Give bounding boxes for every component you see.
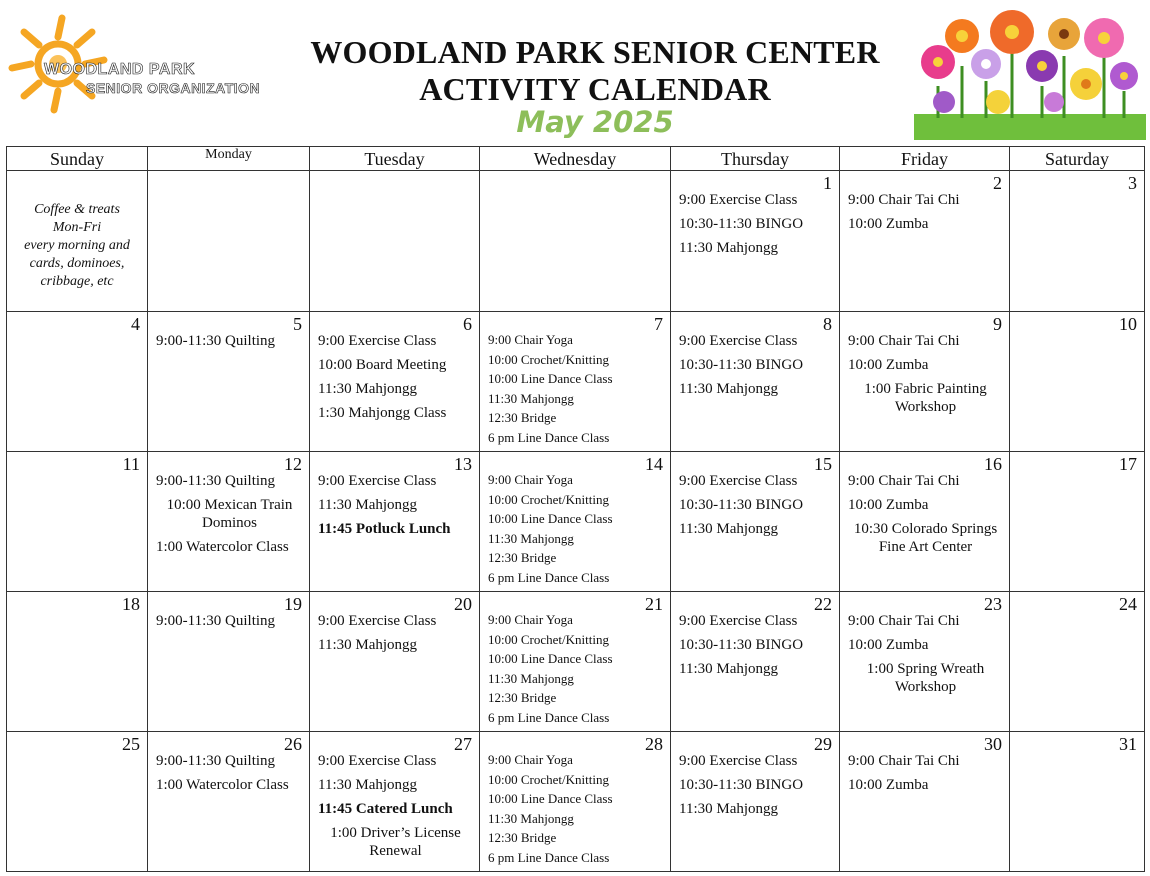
event-item: 11:30 Mahjongg (679, 801, 779, 817)
event-item: 11:30 Mahjongg (488, 530, 574, 546)
event-item: 10:30-11:30 BINGO (679, 357, 804, 373)
day-number: 24 (1119, 594, 1137, 614)
day-cell (840, 171, 1010, 312)
day-cell (671, 452, 840, 592)
header-thursday: Thursday (671, 147, 840, 171)
month-heading: May 2025 (516, 105, 674, 139)
day-cell (1010, 732, 1145, 872)
day-number: 9 (993, 314, 1002, 334)
event-item: 10:00 Board Meeting (318, 357, 447, 373)
weekday-header-row (7, 147, 1145, 171)
event-list (679, 191, 833, 263)
event-list (848, 612, 1003, 702)
event-item: 1:00 Driver’s License Renewal (330, 825, 461, 859)
event-item: 9:00 Exercise Class (679, 753, 798, 769)
event-item: 11:30 Mahjongg (488, 670, 574, 686)
day-cell (671, 312, 840, 452)
event-list (318, 332, 473, 428)
event-item: 12:30 Bridge (488, 830, 557, 845)
event-list (848, 752, 1003, 800)
calendar-grid (6, 146, 1145, 872)
event-item: 11:30 Mahjongg (488, 390, 574, 406)
event-item: 11:30 Mahjongg (318, 637, 418, 653)
svg-text:WOODLAND PARK: WOODLAND PARK (44, 61, 196, 78)
day-number: 7 (654, 314, 663, 334)
day-number: 2 (993, 173, 1002, 193)
sun-logo-icon (6, 14, 278, 118)
title-line-2: ACTIVITY CALENDAR (419, 71, 771, 107)
day-number: 30 (984, 734, 1002, 754)
event-list (156, 332, 303, 356)
event-item: 11:45 Potluck Lunch (318, 521, 451, 537)
event-item: 11:30 Mahjongg (318, 381, 418, 397)
day-cell (148, 592, 310, 732)
event-list (318, 612, 473, 660)
empty-cell (310, 171, 480, 312)
day-number: 5 (293, 314, 302, 334)
empty-cell (7, 171, 148, 312)
week-row (7, 312, 1145, 452)
event-item: 9:00 Exercise Class (679, 192, 798, 208)
event-list (848, 191, 1003, 239)
event-list (848, 472, 1003, 562)
day-cell (480, 312, 671, 452)
day-cell (1010, 592, 1145, 732)
event-item: 10:30-11:30 BINGO (679, 777, 804, 793)
event-item: 9:00 Chair Tai Chi (848, 192, 960, 208)
event-item: 1:00 Watercolor Class (156, 539, 289, 555)
day-number: 19 (284, 594, 302, 614)
flowers-icon (914, 6, 1146, 140)
week-row (7, 171, 1145, 312)
day-cell (1010, 452, 1145, 592)
day-cell (480, 452, 671, 592)
event-item: 6 pm Line Dance Class (488, 849, 610, 865)
event-item: 1:30 Mahjongg Class (318, 405, 447, 421)
day-cell (310, 732, 480, 872)
event-item: 6 pm Line Dance Class (488, 429, 610, 445)
event-item: 10:30-11:30 BINGO (679, 497, 804, 513)
day-cell (1010, 312, 1145, 452)
org-logo (6, 14, 278, 118)
event-item: 9:00-11:30 Quilting (156, 753, 276, 769)
event-item: 9:00-11:30 Quilting (156, 473, 276, 489)
event-item: 10:00 Line Dance Class (488, 651, 613, 666)
day-cell (671, 732, 840, 872)
day-cell (310, 312, 480, 452)
event-item: 9:00 Chair Yoga (488, 612, 573, 627)
event-list (679, 332, 833, 404)
event-item: 10:30-11:30 BINGO (679, 637, 804, 653)
day-number: 15 (814, 454, 832, 474)
event-item: 1:00 Spring Wreath Workshop (866, 661, 985, 695)
day-number: 22 (814, 594, 832, 614)
day-number: 11 (122, 454, 140, 474)
day-cell (1010, 171, 1145, 312)
day-number: 27 (454, 734, 472, 754)
event-item: 10:00 Crochet/Knitting (488, 491, 609, 507)
day-number: 8 (823, 314, 832, 334)
day-cell (840, 312, 1010, 452)
event-item: 12:30 Bridge (488, 690, 557, 705)
event-item: 10:30-11:30 BINGO (679, 216, 804, 232)
week-row (7, 452, 1145, 592)
event-item: 9:00 Chair Yoga (488, 472, 573, 487)
event-item: 10:00 Line Dance Class (488, 511, 613, 526)
event-list (488, 752, 664, 869)
empty-cell (480, 171, 671, 312)
day-number: 10 (1119, 314, 1137, 334)
title-line-1: WOODLAND PARK SENIOR CENTER (310, 34, 880, 70)
event-list (318, 752, 473, 866)
header-saturday: Saturday (1010, 147, 1145, 171)
svg-text:SENIOR ORGANIZATION: SENIOR ORGANIZATION (86, 80, 261, 96)
event-list (679, 752, 833, 824)
event-item: 10:00 Zumba (848, 357, 929, 373)
event-item: 9:00 Chair Tai Chi (848, 333, 960, 349)
event-item: 11:30 Mahjongg (679, 381, 779, 397)
event-item: 9:00 Chair Tai Chi (848, 753, 960, 769)
event-item: 11:30 Mahjongg (318, 497, 418, 513)
event-item: 10:00 Crochet/Knitting (488, 351, 609, 367)
day-cell (480, 732, 671, 872)
day-cell (7, 732, 148, 872)
day-cell (148, 732, 310, 872)
event-item: 10:00 Crochet/Knitting (488, 631, 609, 647)
event-item: 10:30 Colorado Springs Fine Art Center (853, 521, 998, 555)
event-item: 9:00 Exercise Class (318, 333, 437, 349)
week-row (7, 592, 1145, 732)
day-number: 29 (814, 734, 832, 754)
day-cell (7, 312, 148, 452)
day-number: 23 (984, 594, 1002, 614)
header-monday: Monday (148, 147, 310, 171)
day-number: 1 (823, 173, 832, 193)
event-item: 9:00 Exercise Class (318, 473, 437, 489)
event-item: 11:30 Mahjongg (679, 521, 779, 537)
event-item: 1:00 Watercolor Class (156, 777, 289, 793)
event-item: 10:00 Zumba (848, 777, 929, 793)
header-sunday: Sunday (7, 147, 148, 171)
day-number: 20 (454, 594, 472, 614)
event-item: 10:00 Crochet/Knitting (488, 771, 609, 787)
day-number: 17 (1119, 454, 1137, 474)
event-item: 9:00 Chair Tai Chi (848, 473, 960, 489)
event-list (848, 332, 1003, 422)
calendar-note: Coffee & treats Mon-Fri every morning and cards, dominoes, cribbage, etc (24, 202, 130, 289)
event-list (488, 472, 664, 589)
empty-cell (148, 171, 310, 312)
day-number: 6 (463, 314, 472, 334)
event-item: 11:30 Mahjongg (679, 661, 779, 677)
event-item: 11:30 Mahjongg (679, 240, 779, 256)
event-item: 9:00-11:30 Quilting (156, 333, 276, 349)
header-wednesday: Wednesday (480, 147, 671, 171)
day-cell (840, 592, 1010, 732)
day-number: 25 (122, 734, 140, 754)
event-item: 1:00 Fabric Painting Workshop (864, 381, 987, 415)
event-item: 9:00 Exercise Class (318, 613, 437, 629)
day-cell (840, 732, 1010, 872)
page-title (290, 34, 900, 108)
day-number: 16 (984, 454, 1002, 474)
event-list (156, 612, 303, 636)
event-item: 10:00 Zumba (848, 637, 929, 653)
event-item: 10:00 Zumba (848, 497, 929, 513)
event-list (318, 472, 473, 544)
day-cell (840, 452, 1010, 592)
day-number: 4 (131, 314, 140, 334)
day-number: 26 (284, 734, 302, 754)
day-cell (480, 592, 671, 732)
event-item: 9:00 Chair Tai Chi (848, 613, 960, 629)
day-number: 13 (454, 454, 472, 474)
header-friday: Friday (840, 147, 1010, 171)
event-item: 9:00-11:30 Quilting (156, 613, 276, 629)
day-cell (310, 592, 480, 732)
event-item: 6 pm Line Dance Class (488, 709, 610, 725)
day-cell (671, 592, 840, 732)
event-list (488, 332, 664, 449)
day-number: 28 (645, 734, 663, 754)
day-cell (7, 452, 148, 592)
day-cell (148, 312, 310, 452)
event-item: 10:00 Line Dance Class (488, 371, 613, 386)
event-item: 9:00 Exercise Class (679, 613, 798, 629)
day-number: 3 (1128, 173, 1137, 193)
event-item: 10:00 Line Dance Class (488, 791, 613, 806)
event-list (156, 472, 303, 562)
week-row (7, 732, 1145, 872)
event-list (679, 472, 833, 544)
day-number: 21 (645, 594, 663, 614)
event-list (679, 612, 833, 684)
day-number: 18 (122, 594, 140, 614)
event-list (488, 612, 664, 729)
day-number: 14 (645, 454, 663, 474)
event-item: 9:00 Chair Yoga (488, 332, 573, 347)
event-item: 11:45 Catered Lunch (318, 801, 453, 817)
day-cell (671, 171, 840, 312)
day-number: 31 (1119, 734, 1137, 754)
event-item: 6 pm Line Dance Class (488, 569, 610, 585)
event-item: 11:30 Mahjongg (318, 777, 418, 793)
day-cell (310, 452, 480, 592)
event-item: 12:30 Bridge (488, 550, 557, 565)
event-item: 10:00 Mexican Train Dominos (166, 497, 293, 531)
header-tuesday: Tuesday (310, 147, 480, 171)
day-cell (7, 592, 148, 732)
event-item: 12:30 Bridge (488, 410, 557, 425)
event-list (156, 752, 303, 800)
event-item: 10:00 Zumba (848, 216, 929, 232)
event-item: 9:00 Exercise Class (318, 753, 437, 769)
event-item: 9:00 Chair Yoga (488, 752, 573, 767)
event-item: 9:00 Exercise Class (679, 473, 798, 489)
day-number: 12 (284, 454, 302, 474)
event-item: 9:00 Exercise Class (679, 333, 798, 349)
event-item: 11:30 Mahjongg (488, 810, 574, 826)
day-cell (148, 452, 310, 592)
